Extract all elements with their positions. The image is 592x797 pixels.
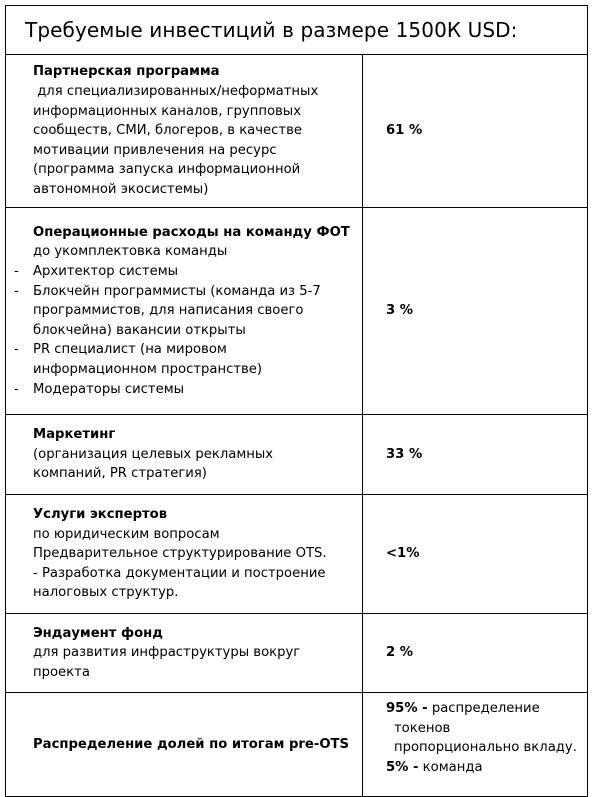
description-cell xyxy=(6,55,363,208)
description-cell xyxy=(6,495,363,614)
value-percent: 95% - xyxy=(386,701,428,716)
row-text: для специализированных/неформатных xyxy=(33,84,319,100)
value-line: токенов xyxy=(394,720,451,736)
list-item: - Блокчейн программисты (команда из 5-7 программистов, для написания своего блокчейна) вакансии открыты xyxy=(33,282,354,341)
row-text: информационных каналов, групповых xyxy=(33,103,302,119)
row-text: налоговых структур. xyxy=(33,585,179,601)
row-text: по юридическим вопросам xyxy=(33,526,220,542)
row-heading: Распределение долей по итогам pre-OTS xyxy=(33,736,350,752)
row-text: сообществ, СМИ, блогеров, в качестве xyxy=(33,123,302,139)
description-cell xyxy=(6,614,363,693)
row-text: (организация целевых рекламных xyxy=(33,446,274,462)
table-row xyxy=(6,614,588,693)
row-text: компаний, PR стратегия) xyxy=(33,466,207,482)
value-cell: 61 % xyxy=(363,55,588,208)
value-cell xyxy=(363,693,588,797)
value-cell: 2 % xyxy=(363,614,588,693)
row-heading: Эндаумент фонд xyxy=(33,625,163,641)
table-row xyxy=(6,495,588,614)
description-cell xyxy=(6,208,363,415)
description-cell xyxy=(6,415,363,495)
row-heading: Партнерская программа xyxy=(33,64,220,80)
row-heading: Услуги экспертов xyxy=(33,507,168,523)
value-text: распределение xyxy=(427,701,540,716)
description-cell xyxy=(6,693,363,797)
table-row xyxy=(6,208,588,415)
row-text: - Разработка документации и построение xyxy=(33,565,326,581)
row-heading: Маркетинг xyxy=(33,427,116,443)
role-list xyxy=(33,262,354,399)
page-title: Требуемые инвестиций в размере 1500К USD: xyxy=(6,6,588,55)
row-text: для развития инфраструктуры вокруг xyxy=(33,645,301,661)
value-cell: <1% xyxy=(363,495,588,614)
value-cell: 33 % xyxy=(363,415,588,495)
row-text: до укомплектовка команды xyxy=(33,244,228,260)
value-cell: 3 % xyxy=(363,208,588,415)
table-row xyxy=(6,55,588,208)
row-text: автономной экосистемы) xyxy=(33,181,209,197)
row-text: Предварительное структурирование OTS. xyxy=(33,546,327,562)
row-text: проекта xyxy=(33,664,90,680)
table-row xyxy=(6,415,588,495)
row-heading: Операционные расходы на команду ФОТ xyxy=(33,224,350,240)
list-item: - Модераторы системы xyxy=(33,380,354,400)
value-percent: 5% - xyxy=(386,759,419,775)
value-text: команда xyxy=(418,759,483,775)
value-line xyxy=(386,758,581,778)
value-line xyxy=(386,699,581,719)
list-item: - PR специалист (на мировом информационном пространстве) xyxy=(33,340,354,379)
table-row xyxy=(6,693,588,797)
investment-table xyxy=(5,5,588,797)
value-line: пропорционально вкладу. xyxy=(394,740,577,756)
title-row xyxy=(6,6,588,55)
row-text: мотивации привлечения на ресурс xyxy=(33,142,277,158)
list-item: - Архитектор системы xyxy=(33,262,354,282)
row-text: (программа запуска информационной xyxy=(33,162,301,178)
